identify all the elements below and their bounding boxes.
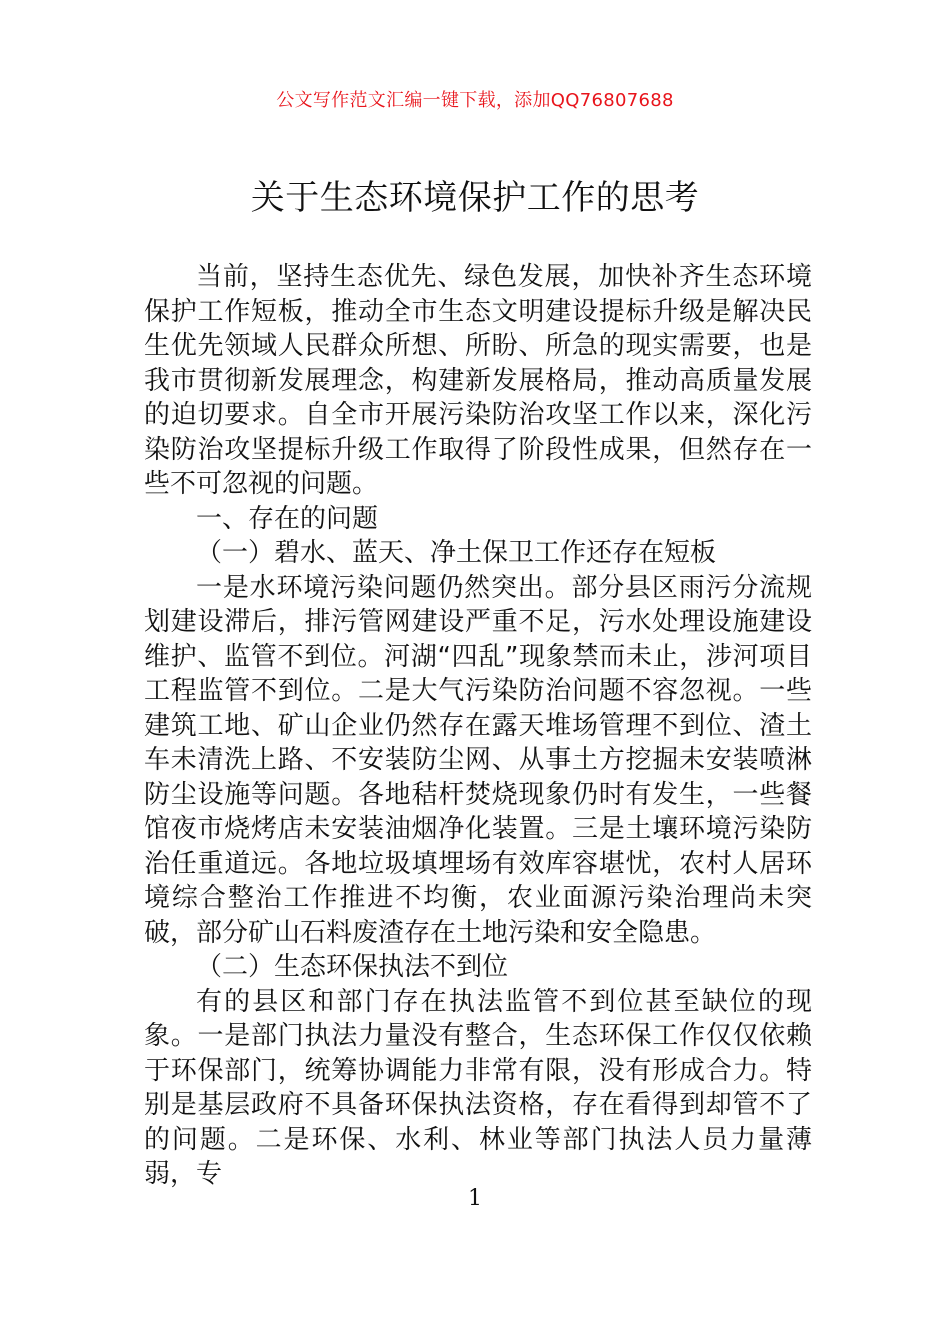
subsection-2-paragraph: 有的县区和部门存在执法监管不到位甚至缺位的现象。一是部门执法力量没有整合，生态环保工作仅仅依赖于环保部门，统筹协调能力非常有限，没有形成合力。特别是基层政府不具备环保执法资格，存在看得到却管不了的问题。二是环保、水利、林业等部门执法人员力量薄弱，专 xyxy=(144,986,812,1189)
section-heading-problems: 一、存在的问题 xyxy=(196,503,379,534)
page-number: 1 xyxy=(468,1186,482,1211)
subsection-heading-1: （一）碧水、蓝天、净土保卫工作还存在短板 xyxy=(196,538,717,568)
subsection-1-paragraph: 一是水环境污染问题仍然突出。部分县区雨污分流规划建设滞后，排污管网建设严重不足，污水处理设施建设维护、监管不到位。河湖“四乱”现象禁而未止，涉河项目工程监管不到位。二是大气污染防治问题不容忽视。一些建筑工地、矿山企业仍然存在露天堆场管理不到位、渣土车未清洗上路、不安装防尘网、从事土方挖掘未安装喷淋防尘设施等问题。各地秸杆焚烧现象仍时有发生，一些餐馆夜市烧烤店未安装油烟净化装置。三是土壤环境污染防治任重道远。各地垃圾填埋场有效库容堪忧，农村人居环境综合整治工作推进不均衡，农业面源污染治理尚未突破，部分矿山石料废渣存在土地污染和安全隐患。 xyxy=(144,572,812,948)
intro-paragraph: 当前，坚持生态优先、绿色发展，加快补齐生态环境保护工作短板，推动全市生态文明建设提标升级是解决民生优先领域人民群众所想、所盼、所急的现实需要，也是我市贯彻新发展理念，构建新发展格局，推动高质量发展的迫切要求。自全市开展污染防治攻坚工作以来，深化污染防治攻坚提标升级工作取得了阶段性成果，但然存在一些不可忽视的问题。 xyxy=(144,262,812,499)
subsection-heading-2: （二）生态环保执法不到位 xyxy=(196,952,509,982)
document-title: 关于生态环境保护工作的思考 xyxy=(250,178,700,218)
header-banner: 公文写作范文汇编一键下载，添加QQ76807688 xyxy=(276,90,674,111)
document-body xyxy=(144,260,812,1192)
